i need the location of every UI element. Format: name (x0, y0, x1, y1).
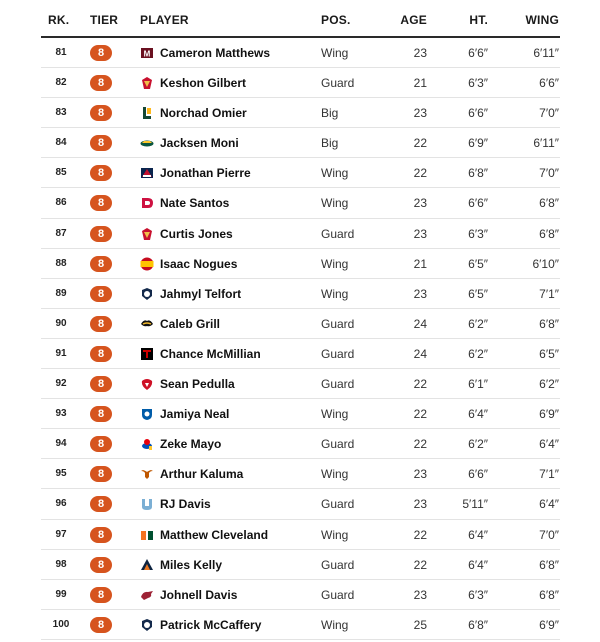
height-cell: 6′8″ (468, 617, 488, 632)
player-name[interactable]: Jahmyl Telfort (160, 286, 242, 301)
creighton-logo-icon (140, 407, 154, 421)
header-tier: TIER (90, 13, 119, 27)
age-cell: 22 (413, 166, 427, 181)
table-row (41, 399, 560, 429)
player-name[interactable]: Keshon Gilbert (160, 76, 247, 91)
header-wingspan: WING (525, 13, 559, 27)
header-rank: RK. (48, 13, 70, 27)
height-cell: 6′4″ (468, 527, 488, 542)
position-cell: Wing (321, 256, 349, 271)
iowa-state-logo-icon (140, 227, 154, 241)
height-cell: 6′2″ (468, 437, 488, 452)
wingspan-cell: 6′8″ (539, 316, 559, 331)
position-cell: Wing (321, 467, 349, 482)
tier-badge: 8 (90, 195, 112, 211)
rank-cell: 87 (55, 227, 67, 239)
wingspan-cell: 6′4″ (539, 497, 559, 512)
height-cell: 6′3″ (468, 587, 488, 602)
tier-badge: 8 (90, 105, 112, 121)
height-cell: 6′1″ (468, 377, 488, 392)
rank-cell: 100 (52, 618, 70, 630)
player-name[interactable]: Jacksen Moni (160, 136, 239, 151)
rank-cell: 93 (55, 408, 67, 420)
table-row (41, 68, 560, 98)
table-row (41, 429, 560, 459)
position-cell: Wing (321, 407, 349, 422)
tier-badge: 8 (90, 75, 112, 91)
texas-tech-logo-icon (140, 347, 154, 361)
rank-cell: 97 (55, 528, 67, 540)
rank-cell: 94 (55, 438, 67, 450)
player-name[interactable]: Arthur Kaluma (160, 467, 244, 482)
header-player: PLAYER (140, 13, 189, 27)
table-row (41, 188, 560, 218)
position-cell: Guard (321, 497, 355, 512)
rank-cell: 95 (55, 468, 67, 480)
position-cell: Guard (321, 437, 355, 452)
player-name[interactable]: Chance McMillian (160, 346, 261, 361)
height-cell: 6′2″ (468, 346, 488, 361)
age-cell: 24 (413, 316, 427, 331)
position-cell: Guard (321, 377, 355, 392)
wingspan-cell: 7′0″ (539, 166, 559, 181)
tier-badge: 8 (90, 496, 112, 512)
header-position: POS. (321, 13, 351, 27)
position-cell: Guard (321, 557, 355, 572)
rank-cell: 83 (55, 107, 67, 119)
wingspan-cell: 7′0″ (539, 527, 559, 542)
tier-badge: 8 (90, 316, 112, 332)
position-cell: Wing (321, 527, 349, 542)
table-row (41, 158, 560, 188)
butler-logo-icon (140, 287, 154, 301)
wingspan-cell: 6′11″ (533, 46, 559, 60)
wingspan-cell: 6′8″ (539, 587, 559, 602)
table-row (41, 309, 560, 339)
height-cell: 6′4″ (468, 407, 488, 422)
table-header (41, 0, 560, 38)
age-cell: 22 (413, 136, 427, 151)
player-name[interactable]: Matthew Cleveland (160, 527, 269, 542)
age-cell: 22 (413, 437, 427, 452)
rank-cell: 89 (55, 287, 67, 299)
position-cell: Wing (321, 617, 349, 632)
position-cell: Guard (321, 226, 355, 241)
unc-logo-icon (140, 497, 154, 511)
position-cell: Guard (321, 346, 355, 361)
tier-badge: 8 (90, 376, 112, 392)
age-cell: 22 (413, 557, 427, 572)
age-cell: 23 (413, 587, 427, 602)
height-cell: 6′3″ (468, 226, 488, 241)
header-age: AGE (400, 13, 427, 27)
height-cell: 6′9″ (468, 136, 488, 151)
tier-badge: 8 (90, 527, 112, 543)
kansas-logo-icon (140, 437, 154, 451)
rank-cell: 92 (55, 378, 67, 390)
auburn-logo-icon (140, 558, 154, 572)
table-row (41, 339, 560, 369)
player-name[interactable]: Caleb Grill (160, 316, 221, 331)
height-cell: 6′6″ (468, 46, 488, 60)
wingspan-cell: 7′1″ (539, 467, 559, 482)
position-cell: Wing (321, 286, 349, 301)
table-row (41, 369, 560, 399)
rank-cell: 88 (55, 257, 67, 269)
height-cell: 6′5″ (468, 286, 488, 301)
dayton-logo-icon (140, 196, 154, 210)
table-row (41, 249, 560, 279)
table-row (41, 459, 560, 489)
age-cell: 23 (413, 106, 427, 121)
miami-logo-icon (140, 528, 154, 542)
player-name[interactable]: Johnell Davis (160, 587, 238, 602)
player-name[interactable]: Sean Pedulla (160, 377, 235, 392)
table-row (41, 279, 560, 309)
table-row (41, 520, 560, 550)
height-cell: 6′4″ (468, 557, 488, 572)
wingspan-cell: 6′9″ (539, 617, 559, 632)
tier-badge: 8 (90, 45, 112, 61)
arkansas-logo-icon (140, 588, 154, 602)
rank-cell: 81 (55, 47, 67, 58)
texas-logo-icon (140, 467, 154, 481)
position-cell: Wing (321, 166, 349, 181)
wingspan-cell: 6′4″ (539, 437, 559, 452)
height-cell: 6′8″ (468, 166, 488, 181)
table-row (41, 128, 560, 158)
wingspan-cell: 6′2″ (539, 377, 559, 392)
table-row (41, 610, 560, 640)
rank-cell: 82 (55, 77, 67, 89)
tier-badge: 8 (90, 346, 112, 362)
rank-cell: 90 (55, 317, 67, 329)
wingspan-cell: 6′10″ (532, 256, 559, 271)
missouri-logo-icon (140, 317, 154, 331)
ole-miss-logo-icon (140, 377, 154, 391)
age-cell: 22 (413, 407, 427, 422)
player-name[interactable]: Miles Kelly (160, 557, 223, 572)
player-name[interactable]: Curtis Jones (160, 226, 233, 241)
tier-badge: 8 (90, 286, 112, 302)
tier-badge: 8 (90, 226, 112, 242)
wingspan-cell: 6′9″ (539, 407, 559, 422)
tier-badge: 8 (90, 256, 112, 272)
tier-badge: 8 (90, 557, 112, 573)
height-cell: 5′11″ (462, 497, 488, 512)
player-name[interactable]: Norchad Omier (160, 106, 247, 121)
baylor-logo-icon (140, 106, 154, 120)
player-name[interactable]: Zeke Mayo (160, 437, 222, 452)
age-cell: 22 (413, 377, 427, 392)
spain-logo-icon (140, 257, 154, 271)
tier-badge: 8 (90, 135, 112, 151)
position-cell: Big (321, 136, 339, 151)
tier-badge: 8 (90, 587, 112, 603)
rank-cell: 84 (55, 137, 67, 149)
wingspan-cell: 7′1″ (539, 286, 559, 301)
msstate-logo-icon (140, 46, 154, 60)
rank-cell: 99 (55, 588, 67, 600)
rank-cell: 96 (55, 498, 67, 510)
wingspan-cell: 6′11″ (533, 136, 559, 151)
height-cell: 6′2″ (468, 316, 488, 331)
age-cell: 21 (413, 76, 427, 91)
tier-badge: 8 (90, 406, 112, 422)
player-name[interactable]: Nate Santos (160, 196, 230, 211)
position-cell: Guard (321, 316, 355, 331)
table-row (41, 98, 560, 128)
position-cell: Wing (321, 196, 349, 211)
table-row (41, 489, 560, 519)
svg-text:M: M (143, 49, 151, 59)
header-height: HT. (469, 13, 488, 27)
player-name[interactable]: Isaac Nogues (160, 256, 238, 271)
tier-badge: 8 (90, 436, 112, 452)
age-cell: 25 (413, 617, 427, 632)
height-cell: 6′6″ (468, 196, 488, 211)
position-cell: Guard (321, 587, 355, 602)
age-cell: 23 (413, 46, 427, 60)
tier-badge: 8 (90, 617, 112, 633)
height-cell: 6′3″ (468, 76, 488, 91)
wingspan-cell: 6′8″ (539, 557, 559, 572)
north-dakota-state-logo-icon (140, 136, 154, 150)
age-cell: 23 (413, 497, 427, 512)
wingspan-cell: 7′0″ (539, 106, 559, 121)
age-cell: 23 (413, 226, 427, 241)
position-cell: Guard (321, 76, 355, 91)
rank-cell: 91 (55, 347, 67, 359)
position-cell: Wing (321, 46, 349, 60)
rank-cell: 86 (55, 197, 67, 209)
wingspan-cell: 6′6″ (539, 76, 559, 91)
position-cell: Big (321, 106, 339, 121)
table-row (41, 219, 560, 249)
wingspan-cell: 6′5″ (539, 346, 559, 361)
player-name[interactable]: Patrick McCaffery (160, 617, 262, 632)
butler-logo-icon (140, 618, 154, 632)
age-cell: 23 (413, 286, 427, 301)
table-row (41, 38, 560, 68)
table-row (41, 580, 560, 610)
player-name[interactable]: Jamiya Neal (160, 407, 230, 422)
height-cell: 6′6″ (468, 467, 488, 482)
player-name[interactable]: Cameron Matthews (160, 46, 271, 60)
tier-badge: 8 (90, 165, 112, 181)
wingspan-cell: 6′8″ (539, 196, 559, 211)
height-cell: 6′5″ (468, 256, 488, 271)
tier-badge: 8 (90, 466, 112, 482)
age-cell: 23 (413, 467, 427, 482)
wingspan-cell: 6′8″ (539, 226, 559, 241)
rank-cell: 98 (55, 558, 67, 570)
age-cell: 24 (413, 346, 427, 361)
age-cell: 23 (413, 196, 427, 211)
height-cell: 6′6″ (468, 106, 488, 121)
age-cell: 22 (413, 527, 427, 542)
liberty-logo-icon (140, 166, 154, 180)
age-cell: 21 (413, 256, 427, 271)
prospect-rankings-table (41, 0, 560, 640)
table-body (41, 38, 560, 640)
player-name[interactable]: RJ Davis (160, 497, 211, 512)
player-name[interactable]: Jonathan Pierre (160, 166, 251, 181)
iowa-state-logo-icon (140, 76, 154, 90)
rank-cell: 85 (55, 167, 67, 179)
table-row (41, 550, 560, 580)
